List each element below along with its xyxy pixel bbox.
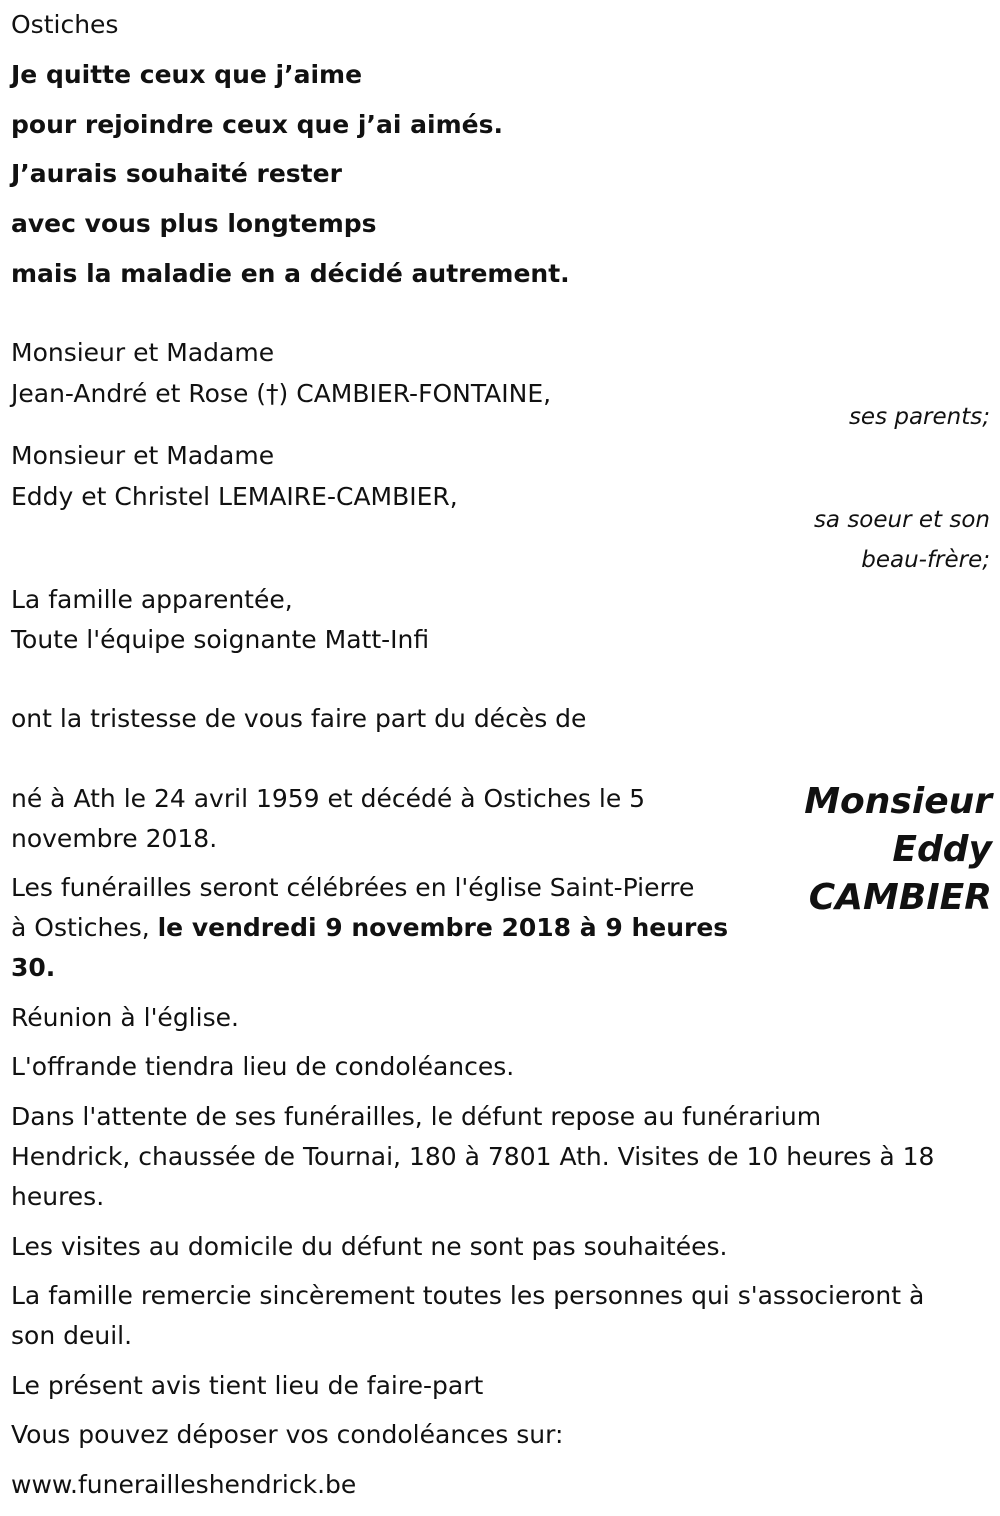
website-link-row — [11, 1465, 356, 1505]
poem-line-5: mais la maladie en a décidé autrement. — [11, 259, 570, 288]
poem-line-3: J’aurais souhaité rester — [11, 159, 342, 188]
deceased-last-name: CAMBIER — [808, 877, 992, 918]
meeting: Réunion à l'église. — [11, 1003, 239, 1032]
home-visits: Les visites au domicile du défunt ne sont pas souhaitées. — [11, 1232, 728, 1261]
poem-line-2: pour rejoindre ceux que j’ai aimés. — [11, 110, 503, 139]
care-team: Toute l'équipe soignante Matt-Infi — [11, 625, 430, 654]
funeral-place: à Ostiches, — [11, 913, 158, 942]
poem-line-4: avec vous plus longtemps — [11, 209, 377, 238]
parents-relation: ses parents; — [848, 404, 990, 430]
parents-title: Monsieur et Madame — [11, 338, 275, 367]
poem-line-1: Je quitte ceux que j’aime — [11, 60, 363, 89]
condolences-intro: Vous pouvez déposer vos condoléances sur: — [11, 1420, 564, 1449]
website-link[interactable]: www.funerailleshendrick.be — [11, 1470, 357, 1499]
funeral-date: le vendredi 9 novembre 2018 à 9 heures — [157, 913, 729, 942]
offering: L'offrande tiendra lieu de condoléances. — [11, 1052, 515, 1081]
relatives: La famille apparentée, — [11, 585, 293, 614]
sister-relation-2: beau-frère; — [861, 547, 990, 573]
sister-names: Eddy et Christel LEMAIRE-CAMBIER, — [11, 482, 458, 511]
thanks-line-1: La famille remercie sincèrement toutes les personnes qui s'associeront à — [11, 1281, 925, 1310]
birth-death-line-2: novembre 2018. — [11, 824, 218, 853]
deceased-first-name: Eddy — [892, 829, 992, 870]
funerarium-line-3: heures. — [11, 1182, 105, 1211]
funeral-line-3: 30. — [11, 953, 56, 982]
thanks-line-2: son deuil. — [11, 1321, 133, 1350]
funeral-line-1: Les funérailles seront célébrées en l'église Saint-Pierre — [11, 873, 695, 902]
funerarium-line-1: Dans l'attente de ses funérailles, le défunt repose au funérarium — [11, 1102, 822, 1131]
funerarium-line-2: Hendrick, chaussée de Tournai, 180 à 7801 Ath. Visites de 10 heures à 18 — [11, 1142, 935, 1171]
sister-relation-1: sa soeur et son — [813, 507, 990, 533]
parents-names: Jean-André et Rose (†) CAMBIER-FONTAINE, — [11, 379, 552, 408]
deceased-title: Monsieur — [804, 781, 992, 822]
deceased-name — [804, 778, 992, 922]
birth-death-line-1: né à Ath le 24 avril 1959 et décédé à Ostiches le 5 — [11, 784, 646, 813]
sister-title: Monsieur et Madame — [11, 441, 275, 470]
funeral-line-2 — [11, 908, 728, 948]
announcement: ont la tristesse de vous faire part du décès de — [11, 704, 587, 733]
notice: Le présent avis tient lieu de faire-part — [11, 1371, 484, 1400]
location: Ostiches — [11, 10, 119, 39]
